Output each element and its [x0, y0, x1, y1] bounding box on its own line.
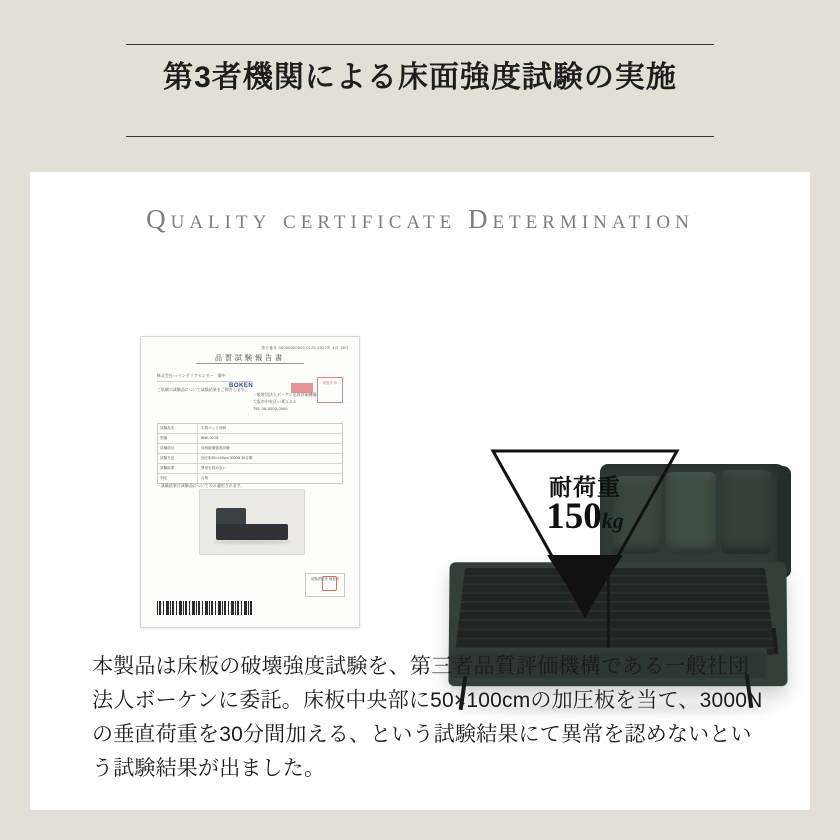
- table-row: [158, 424, 342, 434]
- certificate-table: [157, 423, 343, 484]
- page-header: [0, 0, 840, 155]
- table-cell-value: 異常を認めない: [201, 465, 227, 470]
- table-cell-label: 試験方法: [158, 454, 198, 463]
- card-subtitle: Quality certificate Determination: [146, 204, 694, 234]
- table-cell-value: 木製ベッド床板: [201, 425, 227, 430]
- certificate-addressee-rule: [157, 381, 253, 382]
- page-title: 第3者機関による床面強度試験の実施: [163, 61, 677, 94]
- certificate-lab-name: 一般財団法人ボーケン品質評価機構: [253, 393, 317, 397]
- table-cell-label: 試験品名: [158, 424, 198, 433]
- body-description-text: 本製品は床板の破壊強度試験を、第三者品質評価機構である一般社団法人ボーケンに委託。床板中央部に50×100cmの加圧板を当て、3000Nの垂直荷重を30分間加える、という試験結果にて異常を認めないという試験結果が出ました。: [92, 655, 763, 781]
- content-card: [30, 172, 810, 810]
- certificate-doc-title: 品質試験報告書: [215, 355, 285, 362]
- load-capacity-badge: [485, 437, 685, 627]
- table-row: [158, 474, 342, 483]
- table-row: [158, 434, 342, 444]
- certificate-sample-photo: [199, 489, 305, 555]
- table-cell-value: 床板破壊強度試験: [201, 445, 230, 450]
- load-capacity-label: 耐荷重: [549, 474, 621, 500]
- header-rule-bottom: [126, 136, 714, 137]
- bed-pillow: [721, 470, 771, 554]
- certificate-addressee: 株式会社○○インテリアセンター 御中: [157, 374, 226, 378]
- certificate-lab-tel: TEL 06-0000-0000: [253, 407, 288, 411]
- body-description: [92, 650, 764, 786]
- certificate-remark: ・試験結果は試験品についてのみ適用されます。: [157, 484, 245, 488]
- certificate-paper: [140, 336, 360, 628]
- certificate-red-mark: [291, 383, 313, 393]
- table-cell-label: 試験項目: [158, 444, 198, 453]
- certificate-lab-logo: BOKEN: [229, 383, 254, 389]
- certificate-meta: 発行番号 00000000000 0123 2022年 4月 18日: [261, 346, 349, 350]
- table-cell-value: BNK-00-01: [201, 435, 219, 440]
- table-row: [158, 464, 342, 474]
- certificate-lab-address: 大阪市中央区○○町1-2-3: [253, 400, 296, 404]
- table-cell-label: 型番: [158, 434, 198, 443]
- certificate-title-underline: [196, 363, 304, 364]
- certificate-seal-icon: [322, 576, 337, 591]
- table-row: [158, 444, 342, 454]
- load-capacity-unit: kg: [601, 508, 624, 533]
- bed-headboard-edge: [777, 466, 791, 578]
- photo-sofa-shadow: [214, 540, 292, 544]
- table-row: [158, 454, 342, 464]
- certificate-intro: ご依頼の試験品について試験結果をご報告します。: [157, 388, 249, 392]
- table-cell-label: 判定: [158, 474, 198, 483]
- certificate-signature-box: 試験責任者 検査印: [305, 573, 345, 597]
- load-capacity-number: 150: [546, 496, 602, 537]
- certificate-stamp: 検査済 印: [317, 377, 343, 403]
- barcode-icon: [157, 601, 253, 615]
- load-capacity-value: [485, 495, 685, 538]
- header-rule-top: [126, 44, 714, 45]
- photo-sofa-seat: [216, 524, 288, 540]
- table-cell-value: 加圧板50×100cm 3000N 30分間: [201, 455, 253, 460]
- table-cell-label: 試験結果: [158, 464, 198, 473]
- table-cell-value: 合格: [201, 475, 209, 480]
